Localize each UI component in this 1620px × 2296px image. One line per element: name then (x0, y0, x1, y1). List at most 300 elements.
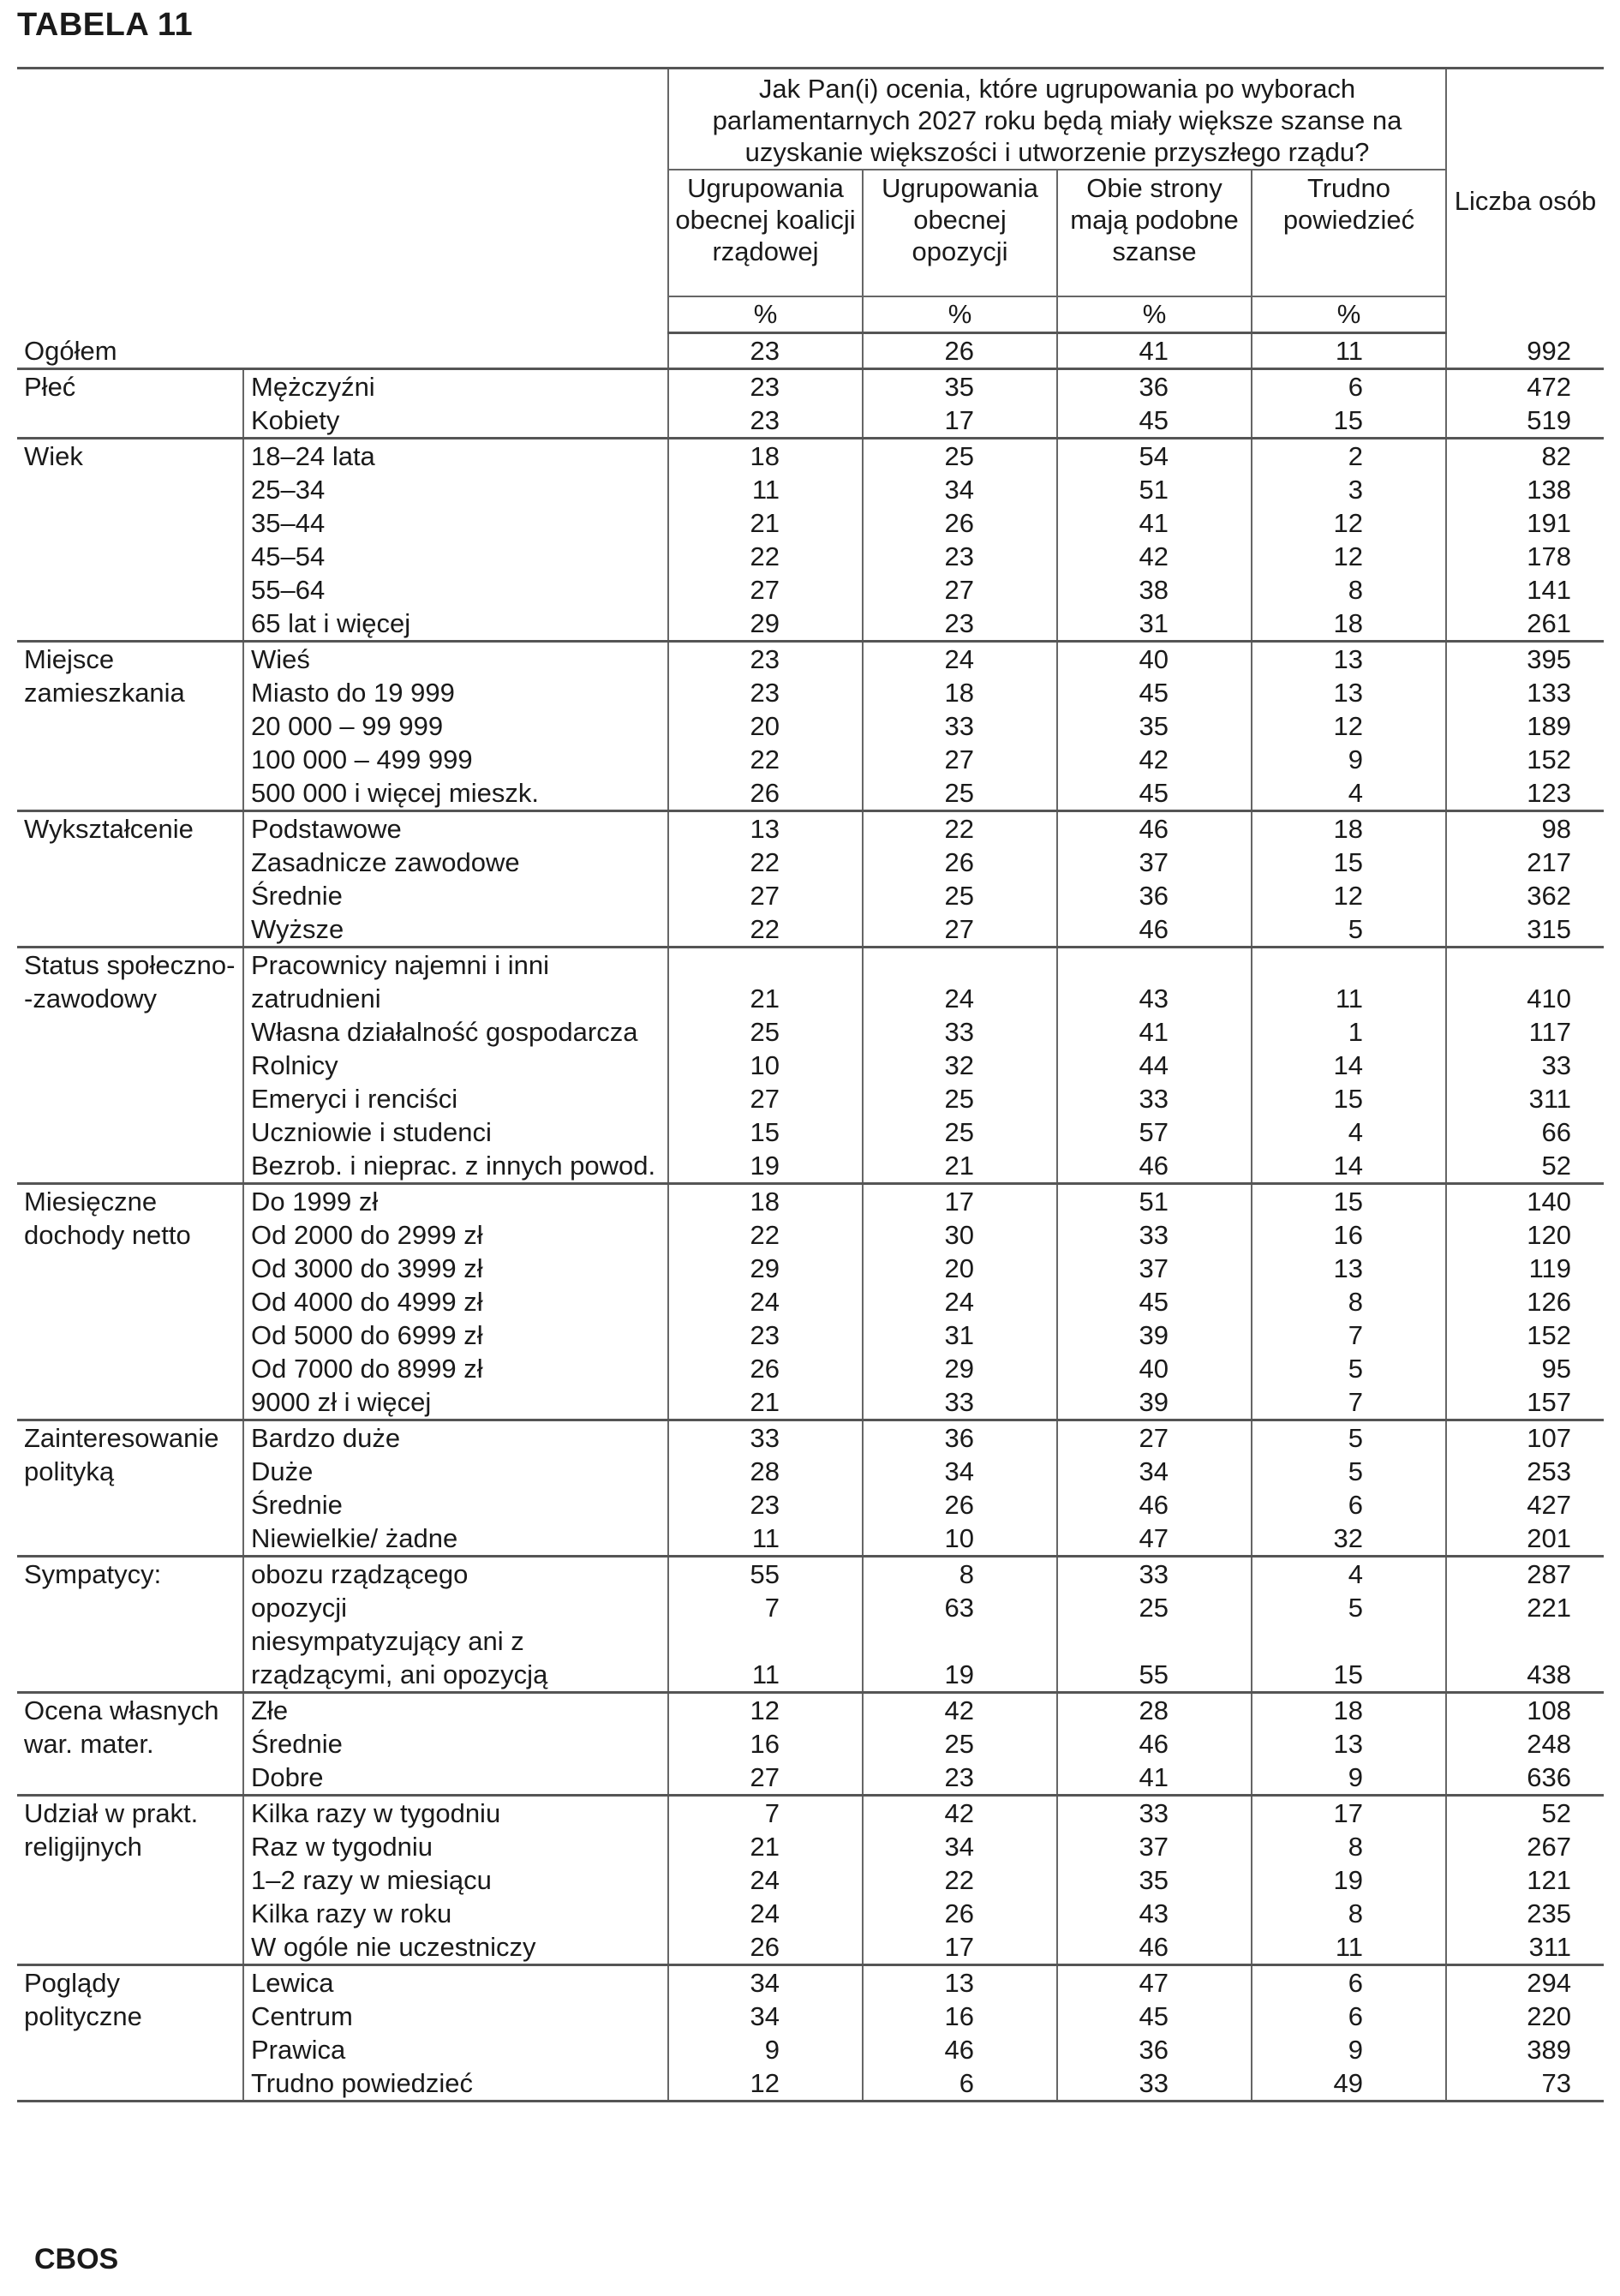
cell-percent: 27 (668, 1082, 863, 1115)
cell-percent: 47 (1057, 1522, 1252, 1557)
cell-percent: 26 (668, 1352, 863, 1385)
cell-percent: 29 (863, 1352, 1057, 1385)
cell-percent: 9 (1252, 2033, 1446, 2066)
row-label: Podstawowe (243, 811, 668, 846)
total-count: 992 (1446, 333, 1604, 369)
cell-percent: 27 (1057, 1420, 1252, 1456)
cell-count: 120 (1446, 1218, 1604, 1252)
table-row (17, 1727, 1604, 1761)
cell-count: 389 (1446, 2033, 1604, 2066)
cell-percent: 51 (1057, 473, 1252, 506)
cell-count: 138 (1446, 473, 1604, 506)
table-body (17, 369, 1604, 2102)
cell-percent: 8 (1252, 1285, 1446, 1318)
cell-percent: 15 (1252, 1184, 1446, 1219)
table-row (17, 1488, 1604, 1522)
cell-count: 123 (1446, 776, 1604, 811)
cell-percent: 23 (863, 1761, 1057, 1796)
cell-percent: 34 (1057, 1455, 1252, 1488)
row-label: Średnie (243, 1727, 668, 1761)
cell-percent: 46 (1057, 912, 1252, 948)
cell-count: 117 (1446, 1015, 1604, 1049)
table-row (17, 1082, 1604, 1115)
cell-percent: 23 (863, 607, 1057, 642)
cell-percent: 11 (668, 473, 863, 506)
row-label: 35–44 (243, 506, 668, 540)
cell-percent: 43 (1057, 948, 1252, 1016)
cell-percent: 13 (1252, 1727, 1446, 1761)
col-header-both: Obie strony mają podobne szanse (1057, 170, 1252, 296)
cell-percent: 41 (1057, 506, 1252, 540)
row-label: Centrum (243, 2000, 668, 2033)
cell-percent: 20 (668, 709, 863, 743)
cell-percent: 23 (668, 676, 863, 709)
cell-count: 157 (1446, 1385, 1604, 1420)
cell-percent: 34 (863, 473, 1057, 506)
cell-percent: 25 (1057, 1591, 1252, 1624)
cell-percent: 23 (668, 404, 863, 439)
cell-percent: 8 (1252, 1830, 1446, 1863)
cell-percent: 42 (863, 1693, 1057, 1728)
cell-percent: 2 (1252, 439, 1446, 474)
cell-percent: 18 (1252, 1693, 1446, 1728)
table-row (17, 439, 1604, 474)
row-label: Zasadnicze zawodowe (243, 846, 668, 879)
cell-percent: 18 (1252, 811, 1446, 846)
category-label: Wiek (17, 439, 243, 642)
cell-percent: 13 (1252, 642, 1446, 677)
row-label: Pracownicy najemni i inni zatrudnieni (243, 948, 668, 1016)
cell-percent: 21 (668, 506, 863, 540)
cell-percent: 13 (668, 811, 863, 846)
cell-count: 248 (1446, 1727, 1604, 1761)
cell-count: 311 (1446, 1930, 1604, 1965)
cell-percent: 26 (668, 1930, 863, 1965)
row-label: Trudno powiedzieć (243, 2066, 668, 2102)
table-row (17, 607, 1604, 642)
total-row (17, 333, 1604, 369)
cell-percent: 13 (863, 1965, 1057, 2000)
cell-percent: 37 (1057, 846, 1252, 879)
cell-percent: 24 (863, 642, 1057, 677)
cell-percent: 12 (1252, 540, 1446, 573)
table-row (17, 1693, 1604, 1728)
cell-percent: 7 (668, 1591, 863, 1624)
cell-percent: 15 (1252, 1624, 1446, 1693)
cell-percent: 26 (863, 1897, 1057, 1930)
table-row (17, 1115, 1604, 1149)
source-logo: CBOS (34, 2243, 119, 2275)
cell-count: 191 (1446, 506, 1604, 540)
pct-unit: % (668, 296, 863, 333)
cell-percent: 40 (1057, 1352, 1252, 1385)
cell-percent: 33 (1057, 1557, 1252, 1592)
cell-percent: 13 (1252, 676, 1446, 709)
cell-percent: 24 (863, 948, 1057, 1016)
cell-count: 472 (1446, 369, 1604, 404)
table-row (17, 1149, 1604, 1184)
row-label: Złe (243, 1693, 668, 1728)
cell-count: 189 (1446, 709, 1604, 743)
cell-percent: 9 (668, 2033, 863, 2066)
cell-percent: 31 (1057, 607, 1252, 642)
cell-percent: 26 (863, 506, 1057, 540)
cell-percent: 7 (668, 1796, 863, 1831)
cell-percent: 32 (1252, 1522, 1446, 1557)
cell-count: 362 (1446, 879, 1604, 912)
category-label: Status społeczno- -zawodowy (17, 948, 243, 1184)
cell-percent: 46 (1057, 1488, 1252, 1522)
row-label: Średnie (243, 1488, 668, 1522)
cell-percent: 46 (1057, 1149, 1252, 1184)
cell-percent: 25 (863, 1727, 1057, 1761)
cell-percent: 15 (1252, 404, 1446, 439)
cell-percent: 54 (1057, 439, 1252, 474)
cell-percent: 49 (1252, 2066, 1446, 2102)
cell-percent: 33 (863, 1385, 1057, 1420)
cell-count: 33 (1446, 1049, 1604, 1082)
cell-percent: 35 (863, 369, 1057, 404)
cell-percent: 11 (1252, 1930, 1446, 1965)
cell-percent: 10 (863, 1522, 1057, 1557)
table-row (17, 1049, 1604, 1082)
col-header-opposition: Ugrupowania obecnej opozycji (863, 170, 1057, 296)
cell-count: 636 (1446, 1761, 1604, 1796)
table-row (17, 2000, 1604, 2033)
cell-percent: 42 (1057, 540, 1252, 573)
cell-percent: 27 (863, 743, 1057, 776)
col-header-hard-to-say: Trudno powiedzieć (1252, 170, 1446, 296)
cell-percent: 28 (1057, 1693, 1252, 1728)
cell-percent: 14 (1252, 1149, 1446, 1184)
cell-percent: 9 (1252, 1761, 1446, 1796)
cell-percent: 6 (1252, 2000, 1446, 2033)
cell-percent: 7 (1252, 1318, 1446, 1352)
cell-percent: 25 (863, 1115, 1057, 1149)
cell-percent: 33 (1057, 1796, 1252, 1831)
total-value: 26 (863, 333, 1057, 369)
survey-table (17, 67, 1604, 2102)
cell-percent: 63 (863, 1591, 1057, 1624)
table-row (17, 1796, 1604, 1831)
cell-percent: 36 (1057, 879, 1252, 912)
table-row (17, 846, 1604, 879)
cell-percent: 33 (1057, 2066, 1252, 2102)
cell-percent: 39 (1057, 1318, 1252, 1352)
table-row (17, 1624, 1604, 1693)
cell-percent: 24 (668, 1285, 863, 1318)
cell-percent: 11 (1252, 948, 1446, 1016)
cell-percent: 26 (668, 776, 863, 811)
cell-percent: 12 (1252, 879, 1446, 912)
cell-count: 221 (1446, 1591, 1604, 1624)
cell-percent: 23 (668, 1488, 863, 1522)
cell-percent: 17 (863, 404, 1057, 439)
cell-percent: 26 (863, 1488, 1057, 1522)
cell-percent: 12 (668, 2066, 863, 2102)
cell-percent: 36 (1057, 2033, 1252, 2066)
row-label: 45–54 (243, 540, 668, 573)
cell-percent: 34 (863, 1455, 1057, 1488)
category-label: Ocena własnych war. mater. (17, 1693, 243, 1796)
cell-percent: 27 (863, 573, 1057, 607)
row-label: 100 000 – 499 999 (243, 743, 668, 776)
cell-count: 133 (1446, 676, 1604, 709)
category-label: Wykształcenie (17, 811, 243, 948)
row-label: 55–64 (243, 573, 668, 607)
row-label: Bezrob. i nieprac. z innych powod. (243, 1149, 668, 1184)
category-label: Zainteresowanie polityką (17, 1420, 243, 1557)
table-row (17, 1385, 1604, 1420)
table-row (17, 1830, 1604, 1863)
cell-count: 311 (1446, 1082, 1604, 1115)
row-label: 9000 zł i więcej (243, 1385, 668, 1420)
cell-percent: 45 (1057, 776, 1252, 811)
cell-count: 217 (1446, 846, 1604, 879)
cell-count: 140 (1446, 1184, 1604, 1219)
cell-percent: 8 (1252, 1897, 1446, 1930)
cell-percent: 24 (668, 1863, 863, 1897)
cell-percent: 21 (668, 1830, 863, 1863)
cell-percent: 23 (668, 1318, 863, 1352)
table-row (17, 369, 1604, 404)
row-label: Od 4000 do 4999 zł (243, 1285, 668, 1318)
cell-percent: 45 (1057, 2000, 1252, 2033)
table-row (17, 642, 1604, 677)
cell-percent: 4 (1252, 1557, 1446, 1592)
cell-percent: 11 (668, 1624, 863, 1693)
table-row (17, 1184, 1604, 1219)
cell-percent: 15 (1252, 846, 1446, 879)
cell-percent: 5 (1252, 1591, 1446, 1624)
cell-percent: 35 (1057, 709, 1252, 743)
category-label: Miesięczne dochody netto (17, 1184, 243, 1420)
cell-percent: 20 (863, 1252, 1057, 1285)
cell-percent: 17 (863, 1930, 1057, 1965)
cell-percent: 39 (1057, 1385, 1252, 1420)
cell-percent: 8 (1252, 573, 1446, 607)
cell-percent: 8 (863, 1557, 1057, 1592)
cell-percent: 17 (1252, 1796, 1446, 1831)
table-row (17, 912, 1604, 948)
table-row (17, 1863, 1604, 1897)
cell-percent: 6 (1252, 1488, 1446, 1522)
cell-percent: 23 (863, 540, 1057, 573)
cell-count: 220 (1446, 2000, 1604, 2033)
cell-percent: 27 (668, 879, 863, 912)
table-row (17, 1761, 1604, 1796)
row-label: 25–34 (243, 473, 668, 506)
cell-percent: 36 (863, 1420, 1057, 1456)
row-label: Mężczyźni (243, 369, 668, 404)
cell-percent: 22 (668, 912, 863, 948)
cell-percent: 45 (1057, 676, 1252, 709)
cell-percent: 37 (1057, 1830, 1252, 1863)
cell-count: 395 (1446, 642, 1604, 677)
cell-percent: 19 (863, 1624, 1057, 1693)
cell-percent: 32 (863, 1049, 1057, 1082)
table-row (17, 1285, 1604, 1318)
table-row (17, 2033, 1604, 2066)
cell-percent: 25 (863, 879, 1057, 912)
cell-percent: 29 (668, 607, 863, 642)
table-row (17, 1318, 1604, 1352)
cell-count: 98 (1446, 811, 1604, 846)
total-value: 11 (1252, 333, 1446, 369)
cell-percent: 36 (1057, 369, 1252, 404)
cell-count: 66 (1446, 1115, 1604, 1149)
table-row (17, 1522, 1604, 1557)
cell-percent: 6 (1252, 1965, 1446, 2000)
table-row (17, 2066, 1604, 2102)
row-label: Kilka razy w roku (243, 1897, 668, 1930)
cell-count: 152 (1446, 1318, 1604, 1352)
table-row (17, 1420, 1604, 1456)
count-header: Liczba osób (1446, 69, 1604, 333)
table-row (17, 811, 1604, 846)
cell-percent: 33 (1057, 1082, 1252, 1115)
row-label: Własna działalność gospodarcza (243, 1015, 668, 1049)
table-row (17, 676, 1604, 709)
row-label: Emeryci i renciści (243, 1082, 668, 1115)
cell-percent: 23 (668, 369, 863, 404)
row-label: Dobre (243, 1761, 668, 1796)
row-label: W ogóle nie uczestniczy (243, 1930, 668, 1965)
cell-percent: 5 (1252, 1455, 1446, 1488)
cell-percent: 33 (863, 1015, 1057, 1049)
cell-percent: 41 (1057, 1015, 1252, 1049)
cell-percent: 9 (1252, 743, 1446, 776)
cell-percent: 40 (1057, 642, 1252, 677)
cell-percent: 35 (1057, 1863, 1252, 1897)
cell-percent: 46 (863, 2033, 1057, 2066)
table-row (17, 948, 1604, 1016)
cell-percent: 21 (668, 948, 863, 1016)
table-row (17, 404, 1604, 439)
cell-count: 287 (1446, 1557, 1604, 1592)
row-label: Od 3000 do 3999 zł (243, 1252, 668, 1285)
row-label: Wieś (243, 642, 668, 677)
row-label: Bardzo duże (243, 1420, 668, 1456)
row-label: 1–2 razy w miesiącu (243, 1863, 668, 1897)
table-row (17, 573, 1604, 607)
cell-percent: 43 (1057, 1897, 1252, 1930)
row-label: Uczniowie i studenci (243, 1115, 668, 1149)
category-label: Udział w prakt. religijnych (17, 1796, 243, 1965)
table-row (17, 1218, 1604, 1252)
table-row (17, 506, 1604, 540)
cell-percent: 24 (863, 1285, 1057, 1318)
row-label: Do 1999 zł (243, 1184, 668, 1219)
cell-count: 438 (1446, 1624, 1604, 1693)
cell-percent: 21 (668, 1385, 863, 1420)
table-row (17, 1252, 1604, 1285)
row-label: Od 2000 do 2999 zł (243, 1218, 668, 1252)
cell-percent: 1 (1252, 1015, 1446, 1049)
table-row (17, 1897, 1604, 1930)
col-header-coalition: Ugrupowania obecnej koalicji rządowej (668, 170, 863, 296)
cell-percent: 22 (863, 811, 1057, 846)
cell-percent: 4 (1252, 1115, 1446, 1149)
cell-percent: 34 (863, 1830, 1057, 1863)
cell-percent: 6 (1252, 369, 1446, 404)
cell-count: 108 (1446, 1693, 1604, 1728)
cell-count: 315 (1446, 912, 1604, 948)
cell-percent: 30 (863, 1218, 1057, 1252)
row-label: 65 lat i więcej (243, 607, 668, 642)
cell-percent: 25 (668, 1015, 863, 1049)
cell-percent: 18 (668, 439, 863, 474)
cell-count: 126 (1446, 1285, 1604, 1318)
cell-percent: 25 (863, 776, 1057, 811)
cell-percent: 33 (668, 1420, 863, 1456)
row-label: Średnie (243, 879, 668, 912)
cell-percent: 28 (668, 1455, 863, 1488)
cell-percent: 19 (1252, 1863, 1446, 1897)
table-row (17, 1591, 1604, 1624)
pct-unit: % (1252, 296, 1446, 333)
cell-percent: 44 (1057, 1049, 1252, 1082)
total-value: 41 (1057, 333, 1252, 369)
cell-percent: 33 (1057, 1218, 1252, 1252)
cell-percent: 22 (668, 1218, 863, 1252)
cell-count: 141 (1446, 573, 1604, 607)
cell-count: 519 (1446, 404, 1604, 439)
cell-percent: 42 (863, 1796, 1057, 1831)
cell-count: 73 (1446, 2066, 1604, 2102)
cell-percent: 16 (668, 1727, 863, 1761)
row-label: Od 5000 do 6999 zł (243, 1318, 668, 1352)
cell-percent: 22 (863, 1863, 1057, 1897)
row-label: Prawica (243, 2033, 668, 2066)
row-label: Od 7000 do 8999 zł (243, 1352, 668, 1385)
cell-count: 294 (1446, 1965, 1604, 2000)
cell-percent: 38 (1057, 573, 1252, 607)
cell-percent: 34 (668, 1965, 863, 2000)
cell-percent: 22 (668, 743, 863, 776)
cell-percent: 57 (1057, 1115, 1252, 1149)
cell-count: 253 (1446, 1455, 1604, 1488)
table-row (17, 1352, 1604, 1385)
table-row (17, 879, 1604, 912)
row-label: 18–24 lata (243, 439, 668, 474)
row-label: Raz w tygodniu (243, 1830, 668, 1863)
row-label: Lewica (243, 1965, 668, 2000)
cell-percent: 13 (1252, 1252, 1446, 1285)
table-row (17, 1557, 1604, 1592)
cell-count: 52 (1446, 1796, 1604, 1831)
cell-percent: 46 (1057, 811, 1252, 846)
cell-percent: 16 (1252, 1218, 1446, 1252)
cell-percent: 22 (668, 846, 863, 879)
category-label: Poglądy polityczne (17, 1965, 243, 2102)
cell-percent: 6 (863, 2066, 1057, 2102)
cell-percent: 3 (1252, 473, 1446, 506)
cell-percent: 34 (668, 2000, 863, 2033)
pct-unit: % (863, 296, 1057, 333)
cell-count: 121 (1446, 1863, 1604, 1897)
cell-count: 427 (1446, 1488, 1604, 1522)
cell-percent: 31 (863, 1318, 1057, 1352)
cell-percent: 45 (1057, 1285, 1252, 1318)
cell-percent: 46 (1057, 1930, 1252, 1965)
question-header: Jak Pan(i) ocenia, które ugrupowania po wyborach parlamentarnych 2027 roku będą miały większe szanse na uzyskanie większości i utworzenie przyszłego rządu? (668, 69, 1446, 170)
cell-count: 410 (1446, 948, 1604, 1016)
cell-count: 267 (1446, 1830, 1604, 1863)
row-label: niesympatyzujący ani z rządzącymi, ani opozycją (243, 1624, 668, 1693)
row-label: Miasto do 19 999 (243, 676, 668, 709)
cell-percent: 7 (1252, 1385, 1446, 1420)
